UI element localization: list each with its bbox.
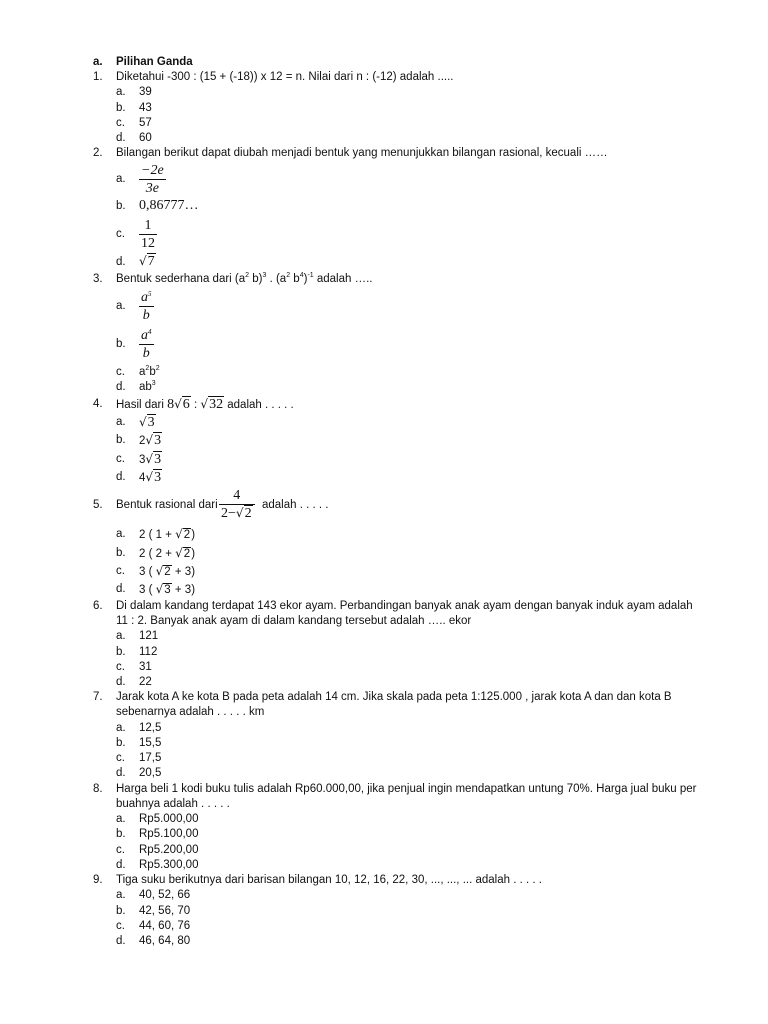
radicand: 32 (209, 397, 224, 412)
option-letter: c. (116, 844, 125, 856)
question-text: Bentuk sederhana dari ($a^2$ b)$^3$ . ($a^2$ $b^4)^{-1}$ adalah ….. (116, 272, 373, 285)
radicand: 3 (154, 433, 162, 448)
sqrt-symbol: √ (174, 397, 182, 411)
option-letter: c. (116, 661, 125, 673)
section-letter: a. (93, 56, 103, 68)
sqrt-symbol: √ (145, 433, 154, 447)
option-letter: b. (116, 905, 126, 917)
option-text-part: a (139, 366, 146, 378)
fraction-option-b (139, 327, 154, 362)
option-text: 17,5 (139, 752, 162, 764)
question-number: 4. (93, 398, 103, 410)
math-expression (167, 397, 191, 412)
option-text-part: 3 ( (139, 584, 156, 596)
fraction-denominator: 12 (141, 236, 155, 251)
option-text: 0,86777… (139, 198, 199, 213)
option-letter: d. (116, 859, 126, 871)
fraction-denominator (219, 504, 255, 522)
option-letter: a. (116, 630, 126, 642)
option-letter: d. (116, 381, 126, 393)
math-expression (200, 397, 224, 412)
option-letter: b. (116, 434, 126, 446)
option-letter: a. (116, 300, 126, 312)
option-letter: b. (116, 102, 126, 114)
option-text: 40, 52, 66 (139, 889, 191, 901)
fraction-denominator: b (139, 344, 154, 362)
option-text: Rp5.200,00 (139, 844, 199, 856)
option-letter: b. (116, 547, 126, 559)
exponent: 5 (148, 290, 152, 298)
sqrt-symbol: √ (139, 415, 147, 429)
radicand: 2 (183, 529, 191, 541)
option-letter: d. (116, 676, 126, 688)
option-text-part: 2 ( 1 + (139, 529, 176, 541)
question-text: Di dalam kandang terdapat 143 ekor ayam. Perbandingan banyak anak ayam dengan banyak induk ayam adalah (116, 600, 693, 612)
sqrt-symbol: √ (175, 527, 183, 541)
option-letter: b. (116, 737, 126, 749)
option-letter: b. (116, 828, 126, 840)
question-number: 8. (93, 783, 103, 795)
question-number: 6. (93, 600, 103, 612)
coefficient: 2 (139, 435, 146, 447)
base: a (141, 328, 148, 343)
fraction-numerator (139, 327, 154, 344)
sqrt-symbol: √ (145, 470, 154, 484)
radicand: 2 (244, 506, 252, 521)
sqrt-symbol: √ (155, 564, 164, 578)
option-letter: b. (116, 338, 126, 350)
option-text: 31 (139, 661, 152, 673)
radicand: 6 (182, 397, 190, 412)
option-text: 112 (139, 646, 158, 658)
option-text-part: ) (191, 548, 196, 560)
question-text-part: adalah ….. (313, 273, 373, 285)
sqrt-symbol: √ (200, 397, 209, 411)
question-text: buahnya adalah . . . . . (116, 798, 230, 810)
question-text-part: Bentuk sederhana dari (a (116, 273, 246, 285)
question-text (116, 397, 294, 413)
exponent: 4 (148, 328, 152, 336)
fraction-numerator: 1 (144, 218, 152, 233)
option-text-part: 3 ( (139, 566, 156, 578)
question-text-part: Hasil dari (116, 399, 164, 411)
question-text-prefix: Bentuk rasional dari (116, 499, 218, 511)
radicand: 3 (147, 415, 155, 430)
option-text: 15,5 (139, 737, 162, 749)
option-text-part: ) (191, 529, 196, 541)
option-text (139, 452, 162, 468)
option-text: $a^2b^2$ (139, 365, 160, 378)
fraction-numerator: −2e (141, 163, 164, 178)
radicand: 3 (164, 584, 171, 596)
option-text-part: + 3) (171, 584, 196, 596)
fraction-option-c (139, 217, 157, 252)
option-letter: d. (116, 935, 126, 947)
radicand: 2 (164, 566, 171, 578)
option-text-part: ab (139, 381, 152, 393)
option-text: 44, 60, 76 (139, 920, 191, 932)
option-letter: c. (116, 366, 125, 378)
denominator-part: 2− (221, 506, 236, 521)
coefficient: 3 (139, 454, 146, 466)
option-letter: c. (116, 117, 125, 129)
question-text: sebenarnya adalah . . . . . km (116, 706, 265, 718)
radicand: 3 (154, 470, 162, 485)
option-text: Rp5.100,00 (139, 828, 199, 840)
option-letter: c. (116, 920, 125, 932)
fraction-option-a (139, 162, 166, 197)
option-letter: a. (116, 813, 126, 825)
option-text: $ab^3$ (139, 380, 156, 393)
option-text: Rp5.300,00 (139, 859, 199, 871)
radicand: 7 (147, 254, 155, 269)
fraction-numerator: 4 (233, 488, 241, 503)
option-letter: d. (116, 583, 126, 595)
fraction-denominator: b (139, 306, 154, 324)
option-letter: a. (116, 528, 126, 540)
option-text-part: 2 ( 2 + (139, 548, 176, 560)
option-letter: a. (116, 722, 126, 734)
radicand: 2 (183, 548, 191, 560)
option-letter: a. (116, 416, 126, 428)
question-number: 3. (93, 273, 103, 285)
radicand: 3 (154, 452, 162, 467)
sqrt-symbol: √ (175, 546, 183, 560)
question-text: Harga beli 1 kodi buku tulis adalah Rp60.000,00, jika penjual ingin mendapatkan untung 70%. Harga jual buku per (116, 783, 697, 795)
question-text: Jarak kota A ke kota B pada peta adalah 14 cm. Jika skala pada peta 1:125.000 , jarak kota A dan dan kota B (116, 691, 672, 703)
fraction-numerator (139, 289, 154, 306)
option-letter: c. (116, 453, 125, 465)
option-letter: d. (116, 132, 126, 144)
option-text (139, 564, 195, 580)
option-text (139, 415, 156, 431)
option-text: 22 (139, 676, 152, 688)
option-letter: d. (116, 256, 126, 268)
option-letter: c. (116, 752, 125, 764)
option-letter: a. (116, 889, 126, 901)
option-text: 42, 56, 70 (139, 905, 191, 917)
option-text: 57 (139, 117, 152, 129)
sqrt-symbol: √ (155, 582, 164, 596)
sqrt-symbol: √ (235, 506, 244, 520)
question-number: 5. (93, 499, 103, 511)
question-text-suffix: adalah . . . . . (262, 499, 329, 511)
option-text (139, 470, 162, 486)
question-5-fraction (219, 487, 255, 522)
sqrt-symbol: √ (145, 452, 154, 466)
operator: : (194, 399, 198, 411)
sqrt-symbol: √ (139, 254, 147, 268)
question-number: 9. (93, 874, 103, 886)
option-text: 39 (139, 86, 152, 98)
option-letter: d. (116, 767, 126, 779)
option-text: 43 (139, 102, 152, 114)
fraction-denominator: 3e (139, 179, 166, 197)
option-text: 121 (139, 630, 159, 642)
option-letter: c. (116, 565, 125, 577)
option-text (139, 433, 162, 449)
option-text: 12,5 (139, 722, 162, 734)
question-number: 7. (93, 691, 103, 703)
option-letter: a. (116, 173, 126, 185)
question-text-part: adalah . . . . . (227, 399, 294, 411)
option-letter: c. (116, 228, 125, 240)
option-text: 46, 64, 80 (139, 935, 191, 947)
option-text: Rp5.000,00 (139, 813, 199, 825)
option-letter: b. (116, 200, 126, 212)
question-text: Bilangan berikut dapat diubah menjadi bentuk yang menunjukkan bilangan rasional, kecuali …… (116, 147, 608, 159)
question-number: 2. (93, 147, 103, 159)
option-letter: d. (116, 471, 126, 483)
coefficient: 4 (139, 472, 146, 484)
question-number: 1. (93, 71, 103, 83)
question-text: Diketahui -300 : (15 + (-18)) x 12 = n. Nilai dari n : (-12) adalah ..... (116, 71, 454, 83)
option-text: 20,5 (139, 767, 162, 779)
section-title: Pilihan Ganda (116, 56, 193, 68)
question-text: Tiga suku berikutnya dari barisan bilangan 10, 12, 16, 22, 30, ..., ..., ... adalah . . . . . (116, 874, 542, 886)
option-text (139, 254, 156, 269)
base: a (141, 290, 148, 305)
question-text: 11 : 2. Banyak anak ayam di dalam kandang tersebut adalah ….. ekor (116, 615, 472, 627)
fraction-option-a (139, 289, 154, 324)
coefficient: 8 (167, 397, 175, 412)
option-text (139, 582, 195, 598)
option-letter: b. (116, 646, 126, 658)
option-text: 60 (139, 132, 152, 144)
option-letter: a. (116, 86, 126, 98)
option-text (139, 546, 195, 562)
option-text-part: + 3) (171, 566, 196, 578)
option-text (139, 527, 195, 543)
